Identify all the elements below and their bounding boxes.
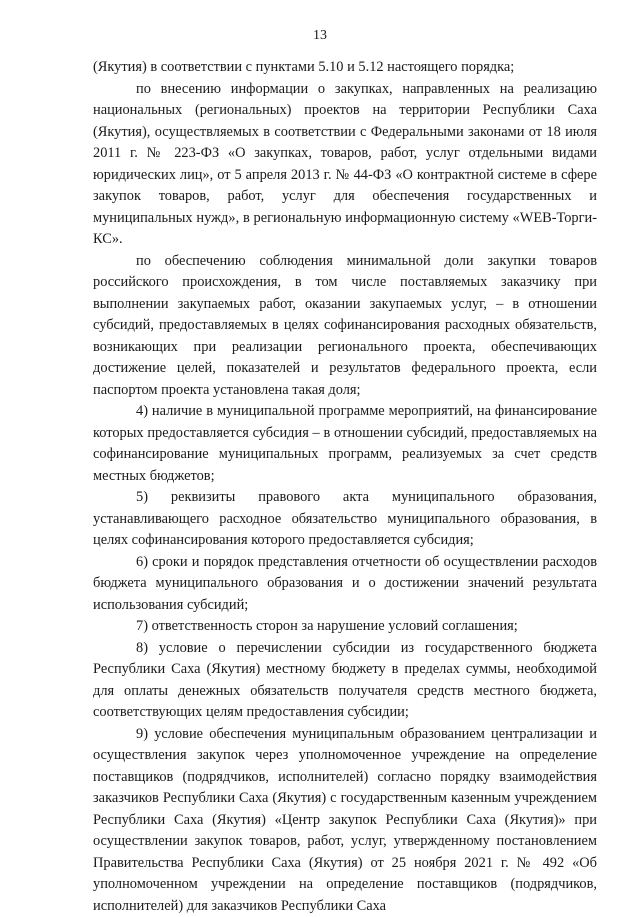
document-body	[93, 57, 597, 917]
paragraph-5: 5) реквизиты правового акта муниципального образования, устанавливающего расходное обязательство муниципального образования, в целях софинансирования которого предоставляется субсидия;	[93, 487, 597, 552]
paragraph-8: 8) условие о перечислении субсидии из государственного бюджета Республики Саха (Якутия) местному бюджету в пределах суммы, необходимой для оплаты денежных обязательств получателя средств местного бюджета, соответствующих целям предоставления субсидии;	[93, 638, 597, 724]
paragraph-1: (Якутия) в соответствии с пунктами 5.10 и 5.12 настоящего порядка;	[93, 57, 597, 79]
paragraph-9: 9) условие обеспечения муниципальным образованием централизации и осуществления закупок через уполномоченное учреждение на определение поставщиков (подрядчиков, исполнителей) согласно порядку взаимодействия заказчиков Республики Саха (Якутия) с государственным казенным учреждением Республики Саха (Якутия) «Центр закупок Республики Саха (Якутия)» при осуществлении закупок товаров, работ, услуг, утвержденному постановлением Правительства Республики Саха (Якутия) от 25 ноября 2021 г. № 492 «Об уполномоченном учреждении на определение поставщиков (подрядчиков, исполнителей) для заказчиков Республики Саха	[93, 724, 597, 917]
paragraph-6: 6) сроки и порядок представления отчетности об осуществлении расходов бюджета муниципального образования и о достижении значений результата использования субсидий;	[93, 552, 597, 617]
paragraph-3: по обеспечению соблюдения минимальной доли закупки товаров российского происхождения, в том числе поставляемых заказчику при выполнении закупаемых работ, оказании закупаемых услуг, – в отношении субсидий, предоставляемых в целях софинансирования расходных обязательств, возникающих при реализации регионального проекта, обеспечивающих достижение целей, показателей и результатов федерального проекта, если паспортом проекта установлена такая доля;	[93, 251, 597, 402]
page-number: 13	[0, 28, 640, 44]
paragraph-7: 7) ответственность сторон за нарушение условий соглашения;	[93, 616, 597, 638]
paragraph-4: 4) наличие в муниципальной программе мероприятий, на финансирование которых предоставляется субсидия – в отношении субсидий, предоставляемых на софинансирование муниципальных программ, реализуемых за счет средств местных бюджетов;	[93, 401, 597, 487]
paragraph-2: по внесению информации о закупках, направленных на реализацию национальных (региональных) проектов на территории Республики Саха (Якутия), осуществляемых в соответствии с Федеральными законами от 18 июля 2011 г. № 223-ФЗ «О закупках, товаров, работ, услуг отдельными видами юридических лиц», от 5 апреля 2013 г. № 44-ФЗ «О контрактной системе в сфере закупок товаров, работ, услуг для обеспечения государственных и муниципальных нужд», в региональную информационную систему «WEB-Торги-КС».	[93, 79, 597, 251]
